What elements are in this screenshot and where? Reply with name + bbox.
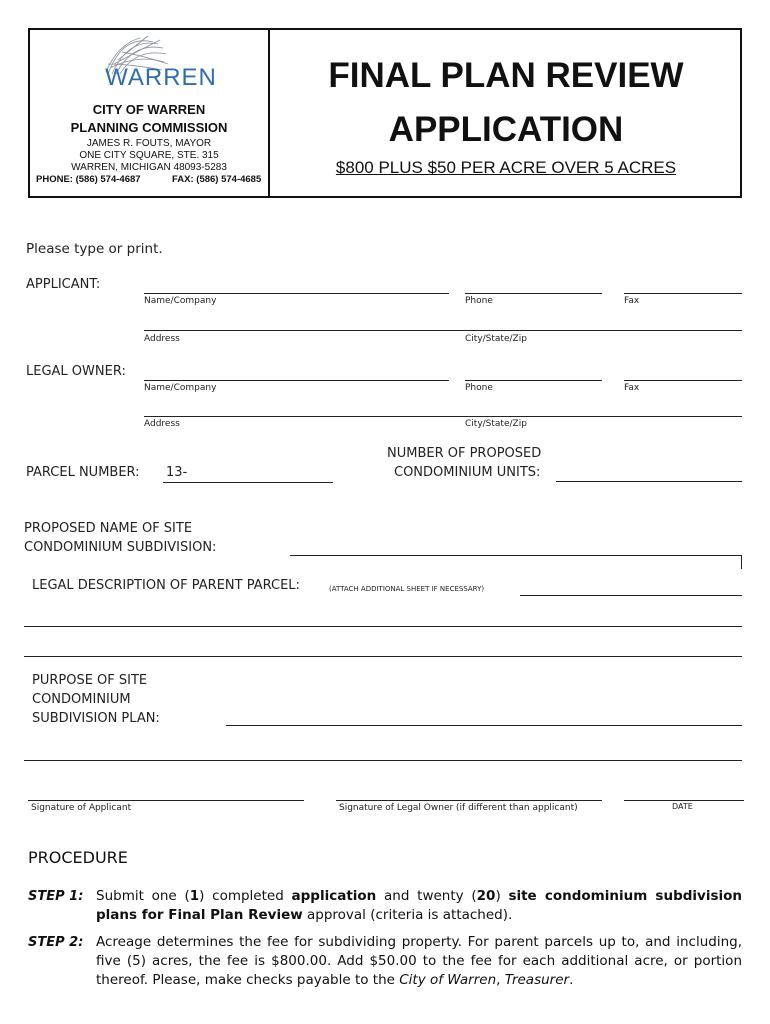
applicant-phone-field[interactable] [465,293,602,294]
applicant-phone-caption: Phone [465,296,493,306]
step1-label: STEP 1: [28,889,84,904]
step1-part-i: approval (criteria is attached). [302,907,513,923]
owner-phone-caption: Phone [465,383,493,393]
purpose-label-line3: SUBDIVISION PLAN: [32,711,160,726]
site-name-field[interactable] [290,555,742,556]
date-caption: DATE [672,802,693,811]
step2-part-c: , [496,972,505,988]
step1-text [96,887,742,925]
procedure-heading: PROCEDURE [28,848,128,867]
owner-name-field[interactable] [144,380,449,381]
step1-part-e: and twenty ( [376,888,477,904]
purpose-field-2[interactable] [24,760,742,761]
applicant-address-field[interactable] [144,330,742,331]
step1-plans: site condominium subdivision plans for Final Plan Review [96,888,742,923]
legal-description-label: LEGAL DESCRIPTION OF PARENT PARCEL: [32,578,300,593]
applicant-fax-field[interactable] [624,293,742,294]
owner-fax-field[interactable] [624,380,742,381]
site-name-label-line1: PROPOSED NAME OF SITE [24,521,193,536]
step2-part-a: Acreage determines the fee for subdividing property. For parent parcels up to, and including, five (5) acres, the fee is $800.00. Add $50.00 to the fee for each additional acre, or portion thereof. Please, make checks payable to the [96,934,742,988]
org-commission: PLANNING COMMISSION [70,120,228,135]
form-title-line2: APPLICATION [388,110,624,149]
owner-fax-caption: Fax [624,383,640,393]
owner-address-caption: Address [144,419,180,429]
legal-owner-label: LEGAL OWNER: [26,364,126,379]
step2-label: STEP 2: [28,935,84,950]
applicant-city-caption: City/State/Zip [465,334,527,344]
purpose-label-line2: CONDOMINIUM [32,692,131,707]
step1-application: application [291,888,377,904]
owner-address-field[interactable] [144,416,742,417]
purpose-field-1[interactable] [226,725,742,726]
parcel-number-field[interactable] [163,482,333,483]
address-line1: ONE CITY SQUARE, STE. 315 [79,150,219,161]
owner-signature-field[interactable] [336,800,602,801]
applicant-name-caption: Name/Company [144,296,217,306]
form-title-line1: FINAL PLAN REVIEW [328,56,684,95]
header-box [28,28,742,198]
step2-payee: City of Warren [399,972,497,988]
header-org-panel [30,30,270,196]
mayor-line: JAMES R. FOUTS, MAYOR [86,138,212,149]
address-line2: WARREN, MICHIGAN 48093-5283 [71,162,227,173]
step2-treasurer: Treasurer [504,972,570,988]
units-label-line1: NUMBER OF PROPOSED [387,446,542,461]
logo-text: WARREN [105,64,217,91]
owner-signature-caption: Signature of Legal Owner (if different than applicant) [339,803,578,813]
instruction-text: Please type or print. [26,241,163,257]
step1-part-g: ) [495,888,509,904]
applicant-address-caption: Address [144,334,180,344]
step1-count-one: 1 [189,888,200,904]
step1-part-a: Submit one ( [96,888,190,904]
applicant-name-field[interactable] [144,293,449,294]
legal-description-field-1[interactable] [520,595,742,596]
step1-part-c: ) completed [199,888,292,904]
applicant-label: APPLICANT: [26,277,101,292]
fee-line: $800 PLUS $50 PER ACRE OVER 5 ACRES [335,158,677,177]
site-name-label-line2: CONDOMINIUM SUBDIVISION: [24,540,217,555]
condo-units-field[interactable] [556,481,742,482]
field-end-tick [741,555,742,569]
applicant-fax-caption: Fax [624,296,640,306]
parcel-number-label: PARCEL NUMBER: [26,465,140,480]
step1-count-twenty: 20 [476,888,496,904]
legal-description-field-2[interactable] [24,626,742,627]
date-field[interactable] [624,800,744,801]
parcel-number-prefix: 13- [166,465,188,480]
fax-line: FAX: (586) 574-4685 [172,174,262,185]
units-label-line2: CONDOMINIUM UNITS: [394,465,541,480]
legal-description-field-3[interactable] [24,656,742,657]
purpose-label-line1: PURPOSE OF SITE [32,673,148,688]
owner-phone-field[interactable] [465,380,602,381]
legal-description-note: (ATTACH ADDITIONAL SHEET IF NECESSARY) [329,585,485,593]
applicant-signature-caption: Signature of Applicant [31,803,132,813]
step2-part-e: . [569,972,574,988]
owner-city-caption: City/State/Zip [465,419,527,429]
step2-text [96,933,742,990]
phone-line: PHONE: (586) 574-4687 [36,174,141,185]
org-name: CITY OF WARREN [92,102,206,117]
applicant-signature-field[interactable] [28,800,304,801]
owner-name-caption: Name/Company [144,383,217,393]
